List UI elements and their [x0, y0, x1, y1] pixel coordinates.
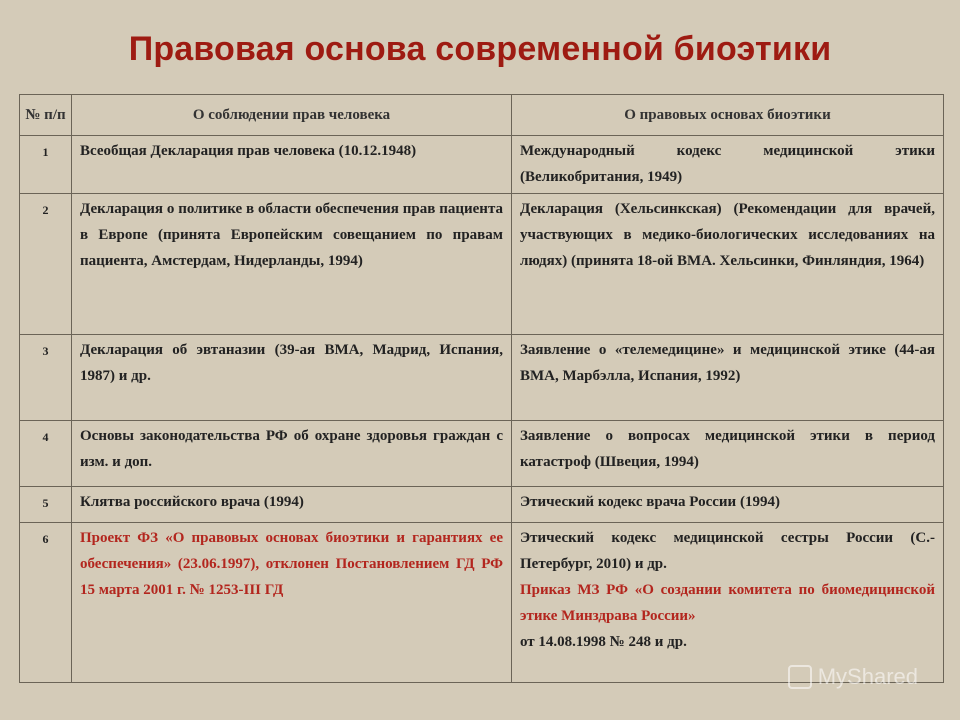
row-number: 1 — [20, 136, 72, 194]
human-rights-cell: Всеобщая Декларация прав человека (10.12.1948) — [72, 136, 512, 194]
legal-basis-text: от 14.08.1998 № 248 и др. — [520, 634, 687, 650]
row-number: 2 — [20, 194, 72, 335]
column-header-human-rights: О соблюдении прав человека — [72, 95, 512, 136]
legal-basis-cell: Декларация (Хельсинкская) (Рекомендации для врачей, участвующих в медико-биологических исследованиях на людях) (принята 18-ой ВМА. Хельсинки, Финляндия, 1964) — [512, 194, 944, 335]
table-row — [20, 194, 944, 335]
watermark — [788, 664, 918, 690]
legal-basis-cell: Заявление о вопросах медицинской этики в период катастроф (Швеция, 1994) — [512, 421, 944, 487]
column-header-number: № п/п — [20, 95, 72, 136]
row-number: 6 — [20, 523, 72, 683]
bioethics-table — [19, 94, 944, 683]
row-number: 5 — [20, 487, 72, 523]
table-row — [20, 335, 944, 421]
legal-basis-cell: Международный кодекс медицинской этики (Великобритания, 1949) — [512, 136, 944, 194]
table-row — [20, 421, 944, 487]
legal-basis-cell — [512, 523, 944, 683]
human-rights-cell: Основы законодательства РФ об охране здоровья граждан с изм. и доп. — [72, 421, 512, 487]
table-header-row — [20, 95, 944, 136]
legal-basis-highlight: Приказ МЗ РФ «О создании комитета по биомедицинской этике Минздрава России» — [520, 582, 935, 624]
legal-basis-cell: Этический кодекс врача России (1994) — [512, 487, 944, 523]
watermark-text: MyShared — [817, 664, 918, 689]
column-header-legal-basis: О правовых основах биоэтики — [512, 95, 944, 136]
table-row — [20, 523, 944, 683]
legal-basis-cell: Заявление о «телемедицине» и медицинской этике (44-ая ВМА, Марбэлла, Испания, 1992) — [512, 335, 944, 421]
table-row — [20, 487, 944, 523]
myshared-logo-icon — [788, 665, 812, 689]
table-row — [20, 136, 944, 194]
human-rights-cell: Клятва российского врача (1994) — [72, 487, 512, 523]
human-rights-cell: Декларация об эвтаназии (39-ая ВМА, Мадрид, Испания, 1987) и др. — [72, 335, 512, 421]
page-title: Правовая основа современной биоэтики — [128, 30, 832, 68]
human-rights-cell: Проект ФЗ «О правовых основах биоэтики и гарантиях ее обеспечения» (23.06.1997), отклонен Постановлением ГД РФ 15 марта 2001 г. № 1253-III ГД — [72, 523, 512, 683]
human-rights-cell: Декларация о политике в области обеспечения прав пациента в Европе (принята Европейским совещанием по правам пациента, Амстердам, Нидерланды, 1994) — [72, 194, 512, 335]
row-number: 4 — [20, 421, 72, 487]
legal-basis-text: Этический кодекс медицинской сестры России (С.-Петербург, 2010) и др. — [520, 530, 935, 572]
row-number: 3 — [20, 335, 72, 421]
